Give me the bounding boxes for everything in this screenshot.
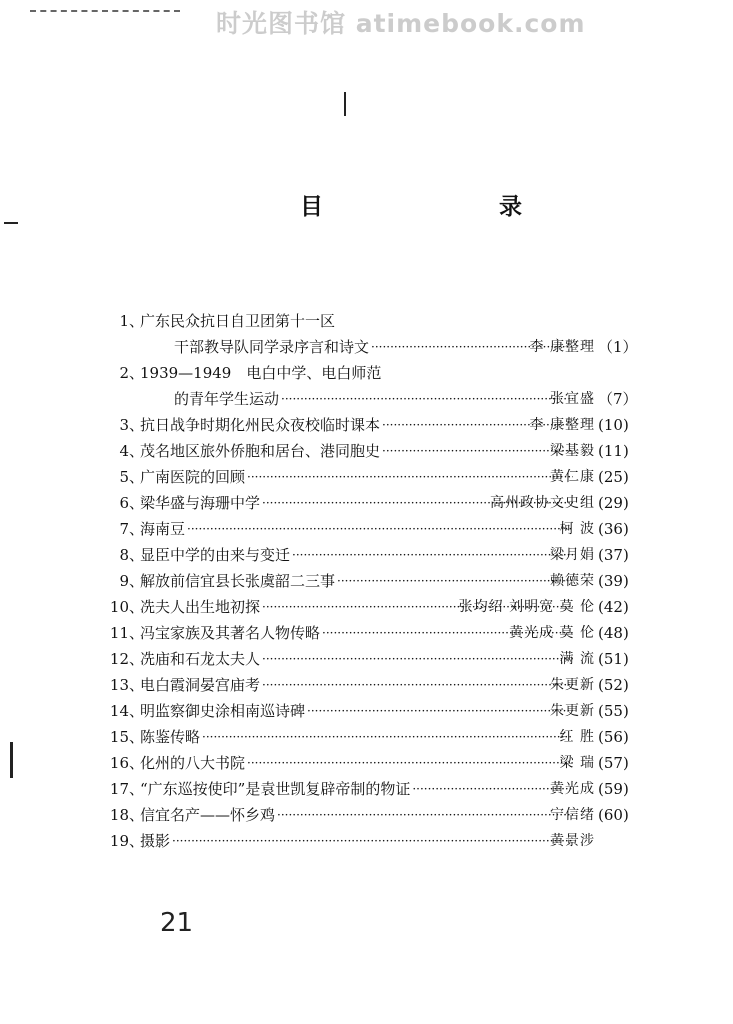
scan-mark	[344, 92, 346, 116]
toc-entry	[0, 542, 733, 568]
toc-entry-number: 15、	[109, 728, 144, 746]
toc-entry-author: 黄光成 莫 伦	[509, 625, 595, 641]
toc-entry-author: 张宜盛	[550, 391, 595, 407]
toc-entry-title: 显臣中学的由来与变迁	[140, 546, 291, 564]
toc-entry-title: 干部教导队同学录序言和诗文	[174, 338, 370, 356]
toc-entry-number: 6、	[119, 494, 144, 512]
toc-entry	[0, 594, 733, 620]
toc-entry-number: 5、	[119, 468, 144, 486]
toc-entry	[0, 828, 733, 854]
toc-entry-number: 14、	[109, 702, 144, 720]
toc-entry-title: 广南医院的回顾	[140, 468, 246, 486]
toc-entry-title: 茂名地区旅外侨胞和居台、港同胞史	[140, 442, 381, 460]
toc-entry-page: (52)	[598, 676, 629, 694]
toc-entry	[0, 412, 733, 438]
handwritten-note: 21	[160, 908, 194, 938]
toc-entry-title: 陈鉴传略	[140, 728, 201, 746]
toc-entry	[0, 802, 733, 828]
toc-entry-title: 化州的八大书院	[140, 754, 246, 772]
toc-entry	[0, 438, 733, 464]
toc-entry-page: (56)	[598, 728, 629, 746]
toc-entry	[0, 464, 733, 490]
toc-entry-author: 黄景涉	[550, 833, 595, 849]
toc-entry-title: 解放前信宜县长张虞韶二三事	[140, 572, 336, 590]
toc-entry-page: （7）	[598, 390, 638, 408]
toc-entry-title: 抗日战争时期化州民众夜校临时课本	[140, 416, 381, 434]
toc-entry-author: 高州政协文史组	[490, 495, 595, 511]
toc-entry-title: 明监察御史涂相南巡诗碑	[140, 702, 306, 720]
toc-entry-title: 1939—1949 电白中学、电白师范	[140, 364, 382, 382]
toc-entry-page: （1）	[598, 338, 638, 356]
toc-entry-author: 李 康整理	[529, 417, 595, 433]
toc-entry-author: 朱更新	[550, 677, 595, 693]
toc-entry-page: (51)	[598, 650, 629, 668]
toc-entry-author: 黄仁康	[550, 469, 595, 485]
toc-entry	[0, 386, 733, 412]
toc-entry-page: (57)	[598, 754, 629, 772]
toc-entry-number: 19、	[109, 832, 144, 850]
toc-entry-number: 17、	[109, 780, 144, 798]
toc-entry-page: (55)	[598, 702, 629, 720]
toc-entry-number: 11、	[109, 624, 144, 642]
toc-entry-number: 2、	[119, 364, 144, 382]
top-dashed-rule	[30, 10, 180, 12]
toc-entry-number: 7、	[119, 520, 144, 538]
toc-entry-title: 冼夫人出生地初探	[140, 598, 261, 616]
toc-entry-author: 黄光成	[550, 781, 595, 797]
toc-entry-page: (42)	[598, 598, 629, 616]
toc-entry-author: 张均绍 刘明宽 莫 伦	[458, 599, 595, 615]
table-of-contents	[0, 308, 733, 854]
toc-entry-title: 摄影	[140, 832, 171, 850]
toc-entry	[0, 568, 733, 594]
toc-entry-author: 梁 瑞	[559, 755, 595, 771]
toc-entry-title: 信宜名产——怀乡鸡	[140, 806, 276, 824]
toc-entry	[0, 334, 733, 360]
toc-entry-author: 柯 波	[559, 521, 595, 537]
toc-entry	[0, 516, 733, 542]
scan-mark	[4, 222, 18, 224]
toc-entry-title: 广东民众抗日自卫团第十一区	[140, 312, 336, 330]
page-title: 目 录	[300, 193, 607, 220]
toc-entry-page: (39)	[598, 572, 629, 590]
toc-entry-number: 9、	[119, 572, 144, 590]
toc-entry-number: 4、	[119, 442, 144, 460]
toc-entry-number: 1、	[119, 312, 144, 330]
toc-entry	[0, 776, 733, 802]
toc-entry-title: 的青年学生运动	[174, 390, 280, 408]
toc-entry-title: 海南豆	[140, 520, 186, 538]
toc-entry-title: 冼庙和石龙太夫人	[140, 650, 261, 668]
toc-entry-title-wrap	[140, 360, 573, 386]
toc-entry-author: 红 胜	[559, 729, 595, 745]
toc-entry-author: 赖德荣	[550, 573, 595, 589]
toc-entry-page: (11)	[598, 442, 629, 460]
toc-entry-title: “广东巡按使印”是袁世凯复辟帝制的物证	[140, 780, 411, 798]
toc-entry	[0, 620, 733, 646]
toc-entry-author: 宁信绪	[550, 807, 595, 823]
toc-entry-title: 电白霞洞晏宫庙考	[140, 676, 261, 694]
toc-entry-page: (36)	[598, 520, 629, 538]
toc-entry-number: 12、	[109, 650, 144, 668]
toc-entry-title: 冯宝家族及其著名人物传略	[140, 624, 321, 642]
toc-entry-page: (59)	[598, 780, 629, 798]
toc-entry-number: 13、	[109, 676, 144, 694]
toc-entry-page: (10)	[598, 416, 629, 434]
toc-entry	[0, 724, 733, 750]
toc-entry-page: (48)	[598, 624, 629, 642]
toc-entry	[0, 646, 733, 672]
toc-entry	[0, 672, 733, 698]
toc-entry	[0, 750, 733, 776]
toc-entry-number: 10、	[109, 598, 144, 616]
toc-entry-author: 朱更新	[550, 703, 595, 719]
toc-entry	[0, 698, 733, 724]
toc-entry	[0, 360, 733, 386]
toc-entry-title: 梁华盛与海珊中学	[140, 494, 261, 512]
toc-entry-author: 梁基毅	[550, 443, 595, 459]
toc-entry-page: (60)	[598, 806, 629, 824]
toc-entry-page: (37)	[598, 546, 629, 564]
toc-entry	[0, 490, 733, 516]
toc-entry	[0, 308, 733, 334]
toc-entry-number: 3、	[119, 416, 144, 434]
toc-entry-number: 8、	[119, 546, 144, 564]
toc-entry-title-wrap	[140, 308, 573, 334]
toc-entry-author: 梁月娟	[550, 547, 595, 563]
toc-entry-author: 满 流	[559, 651, 595, 667]
toc-entry-page: (29)	[598, 494, 629, 512]
watermark: 时光图书馆 atimebook.com	[216, 9, 586, 38]
toc-entry-number: 18、	[109, 806, 144, 824]
toc-entry-author: 李 康整理	[529, 339, 595, 355]
toc-entry-number: 16、	[109, 754, 144, 772]
toc-entry-page: (25)	[598, 468, 629, 486]
